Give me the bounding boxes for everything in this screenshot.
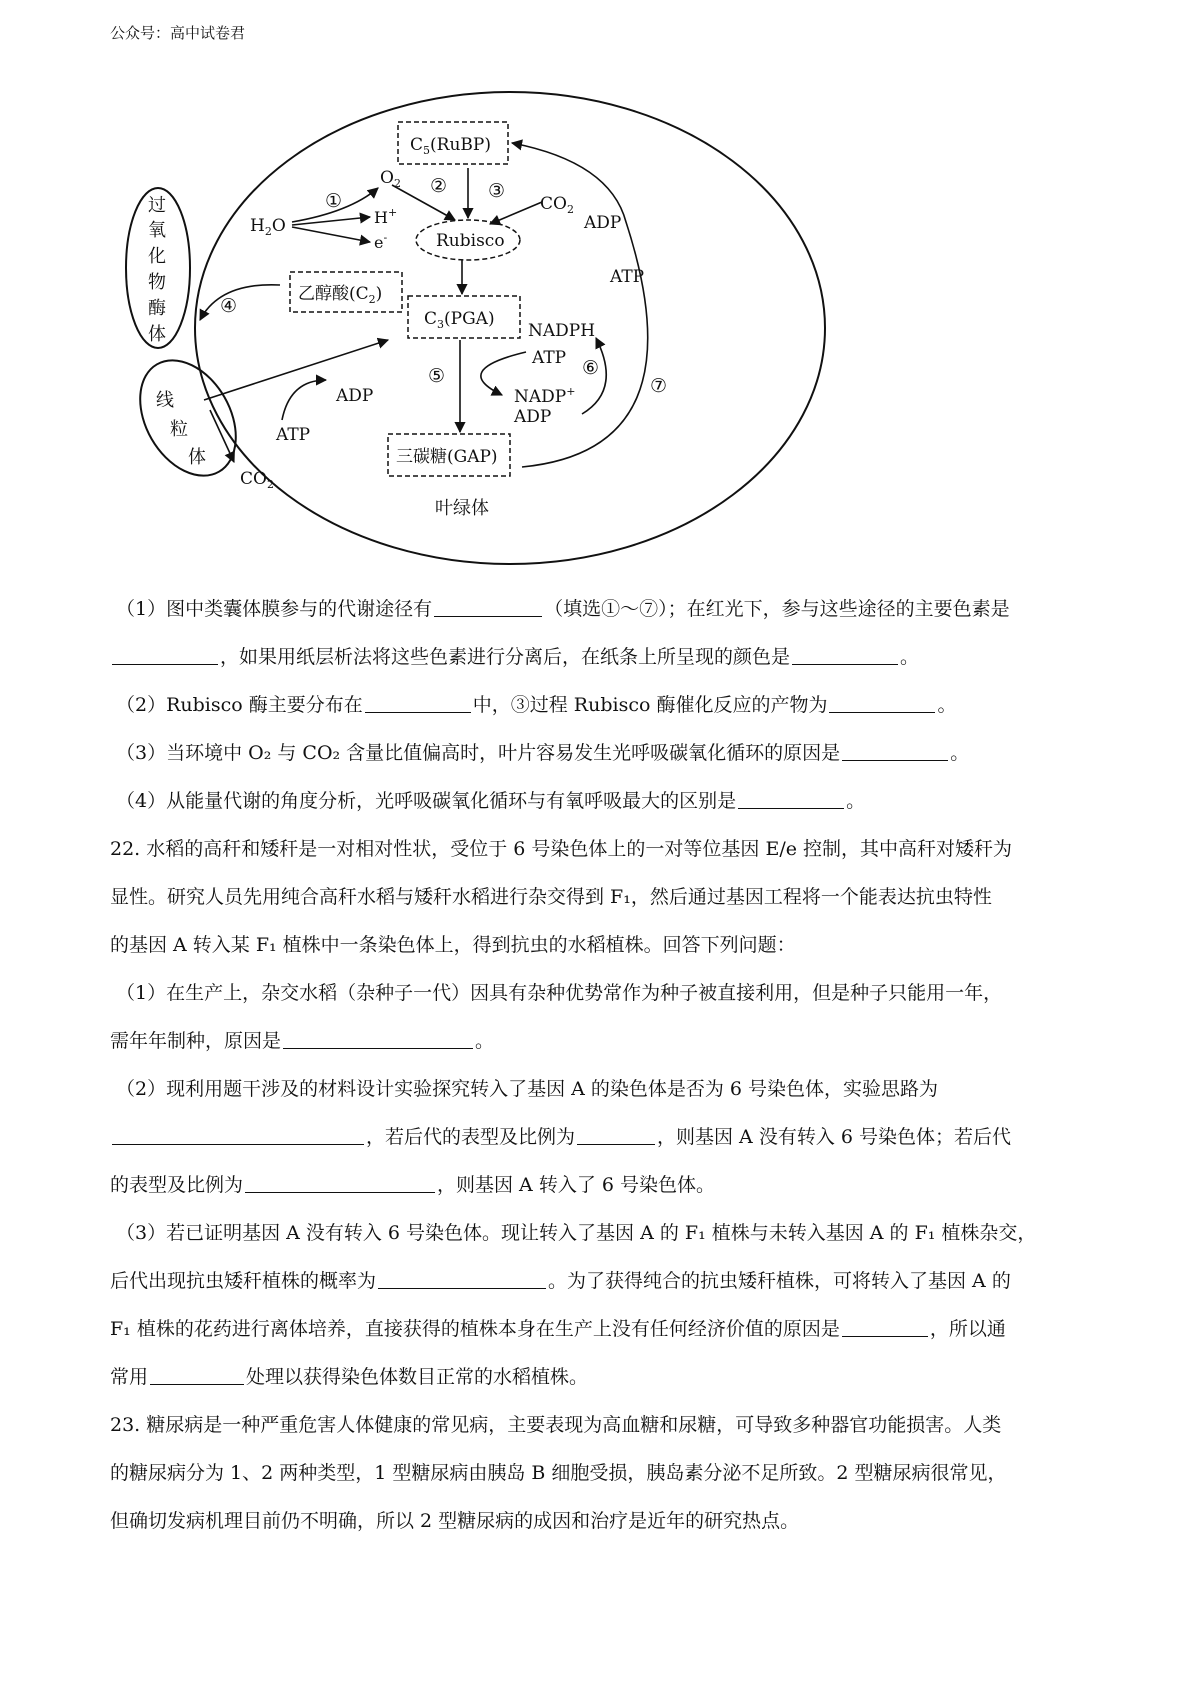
mitochondrion-outline [121,343,256,492]
label-atp-left: ATP [276,425,311,445]
answer-blank[interactable] [378,1268,546,1289]
chloroplast-outline [195,92,825,564]
q22-3-cont3: 常用 处理以获得染色体数目正常的水稻植株。 [110,1366,589,1388]
label-adp-left: ADP [336,386,374,406]
label-co2-bottom: $CO_2$ [240,469,274,491]
chloroplast-label: 叶绿体 [435,498,489,519]
svg-text:体: 体 [148,324,166,345]
label-rubisco: Rubisco [436,231,505,251]
svg-text:粒: 粒 [170,419,188,440]
label-c3: $C_3(PGA)$ [424,309,495,331]
label-nadph: NADPH [528,321,596,341]
q22-1-cont: 需年年制种，原因是 。 [110,1030,495,1052]
header-source: 公众号：高中试卷君 [110,24,246,42]
question-text [110,585,1100,1545]
answer-blank[interactable] [112,1124,364,1145]
q22-3-cont2: F₁ 植株的花药进行离体培养，直接获得的植株本身在生产上没有任何经济价值的原因是 ，所以通 [110,1318,1006,1340]
svg-text:体: 体 [188,447,206,468]
label-c5: $C_5(RuBP)$ [410,135,491,157]
answer-blank[interactable] [434,596,542,617]
q22-3-cont: 后代出现抗虫矮秆植株的概率为 。为了获得纯合的抗虫矮秆植株，可将转入了基因 A 的 [110,1270,1011,1292]
svg-text:酶: 酶 [148,298,166,319]
answer-blank[interactable] [842,1316,928,1337]
svg-text:④: ④ [220,295,238,317]
q22-3: （3）若已证明基因 A 没有转入 6 号染色体。现让转入了基因 A 的 F₁ 植株与未转入基因 A 的 F₁ 植株杂交， [116,1222,1037,1244]
answer-blank[interactable] [365,692,471,713]
label-adp-right: ADP [584,213,622,233]
q22-2-cont: ，若后代的表型及比例为 ，则基因 A 没有转入 6 号染色体；若后代 [110,1113,1100,1161]
label-atp-right: ATP [610,267,645,287]
label-e: e- [374,231,388,252]
label-o2: $O_2$ [380,168,401,190]
label-atp-mid: ATP [532,348,567,368]
answer-blank[interactable] [245,1172,435,1193]
q21-1-cont: ，如果用纸层析法将这些色素进行分离后，在纸条上所呈现的颜色是 。 [110,633,1100,681]
svg-text:③: ③ [488,180,506,202]
svg-text:②: ② [430,175,448,197]
q22-2-cont2: 的表型及比例为 ，则基因 A 转入了 6 号染色体。 [110,1174,715,1196]
label-h2o: $H_2O$ [250,216,286,238]
svg-text:线: 线 [156,390,174,411]
label-c2: 乙醇酸$(C_2)$ [298,284,383,306]
answer-blank[interactable] [792,644,898,665]
q22-intro-3: 的基因 A 转入某 F₁ 植株中一条染色体上，得到抗虫的水稻植株。回答下列问题： [110,934,796,956]
photorespiration-diagram [110,70,870,590]
svg-text:物: 物 [148,272,166,293]
q21-1: （1）图中类囊体膜参与的代谢途径有 （填选①～⑦）；在红光下，参与这些途径的主要色素是 [116,598,1010,620]
svg-text:⑤: ⑤ [428,365,446,387]
answer-blank[interactable] [283,1028,473,1049]
label-co2-top: $CO_2$ [540,194,574,216]
answer-blank[interactable] [842,740,948,761]
q23-1: 23. 糖尿病是一种严重危害人体健康的常见病，主要表现为高血糖和尿糖，可导致多种器官功能损害。人类 [110,1414,1002,1436]
q22-intro-1: 22. 水稻的高秆和矮秆是一对相对性状，受位于 6 号染色体上的一对等位基因 E/e 控制，其中高秆对矮秆为 [110,838,1013,860]
label-adp-mid: ADP [514,407,552,427]
svg-text:①: ① [325,190,343,212]
svg-text:过: 过 [148,195,166,216]
q21-3: （3）当环境中 O₂ 与 CO₂ 含量比值偏高时，叶片容易发生光呼吸碳氧化循环的原因是 。 [116,742,970,764]
answer-blank[interactable] [829,692,935,713]
q22-2: （2）现利用题干涉及的材料设计实验探究转入了基因 A 的染色体是否为 6 号染色体，实验思路为 [116,1078,939,1100]
q23-3: 但确切发病机理目前仍不明确，所以 2 型糖尿病的成因和治疗是近年的研究热点。 [110,1510,800,1532]
svg-text:⑥: ⑥ [582,357,600,379]
svg-text:氧: 氧 [148,220,166,241]
answer-blank[interactable] [577,1124,655,1145]
answer-blank[interactable] [112,644,218,665]
q23-2: 的糖尿病分为 1、2 两种类型，1 型糖尿病由胰岛 B 细胞受损，胰岛素分泌不足所致。2 型糖尿病很常见， [110,1462,1007,1484]
q22-1: （1）在生产上，杂交水稻（杂种子一代）因具有杂种优势常作为种子被直接利用，但是种子只能用一年， [116,982,1003,1004]
answer-blank[interactable] [738,788,844,809]
peroxisome-label [148,195,166,345]
step-numbers [220,175,667,397]
svg-text:化: 化 [148,246,166,267]
q21-2: （2）Rubisco 酶主要分布在 中，③过程 Rubisco 酶催化反应的产物为 。 [116,694,957,716]
q22-intro-2: 显性。研究人员先用纯合高秆水稻与矮秆水稻进行杂交得到 F₁，然后通过基因工程将一个能表达抗虫特性 [110,886,992,908]
label-hplus: H+ [374,206,398,227]
svg-text:⑦: ⑦ [650,375,668,397]
label-nadp: NADP+ [514,385,576,407]
answer-blank[interactable] [150,1364,244,1385]
label-gap: 三碳糖(GAP) [396,447,498,467]
q21-4: （4）从能量代谢的角度分析，光呼吸碳氧化循环与有氧呼吸最大的区别是 。 [116,790,866,812]
